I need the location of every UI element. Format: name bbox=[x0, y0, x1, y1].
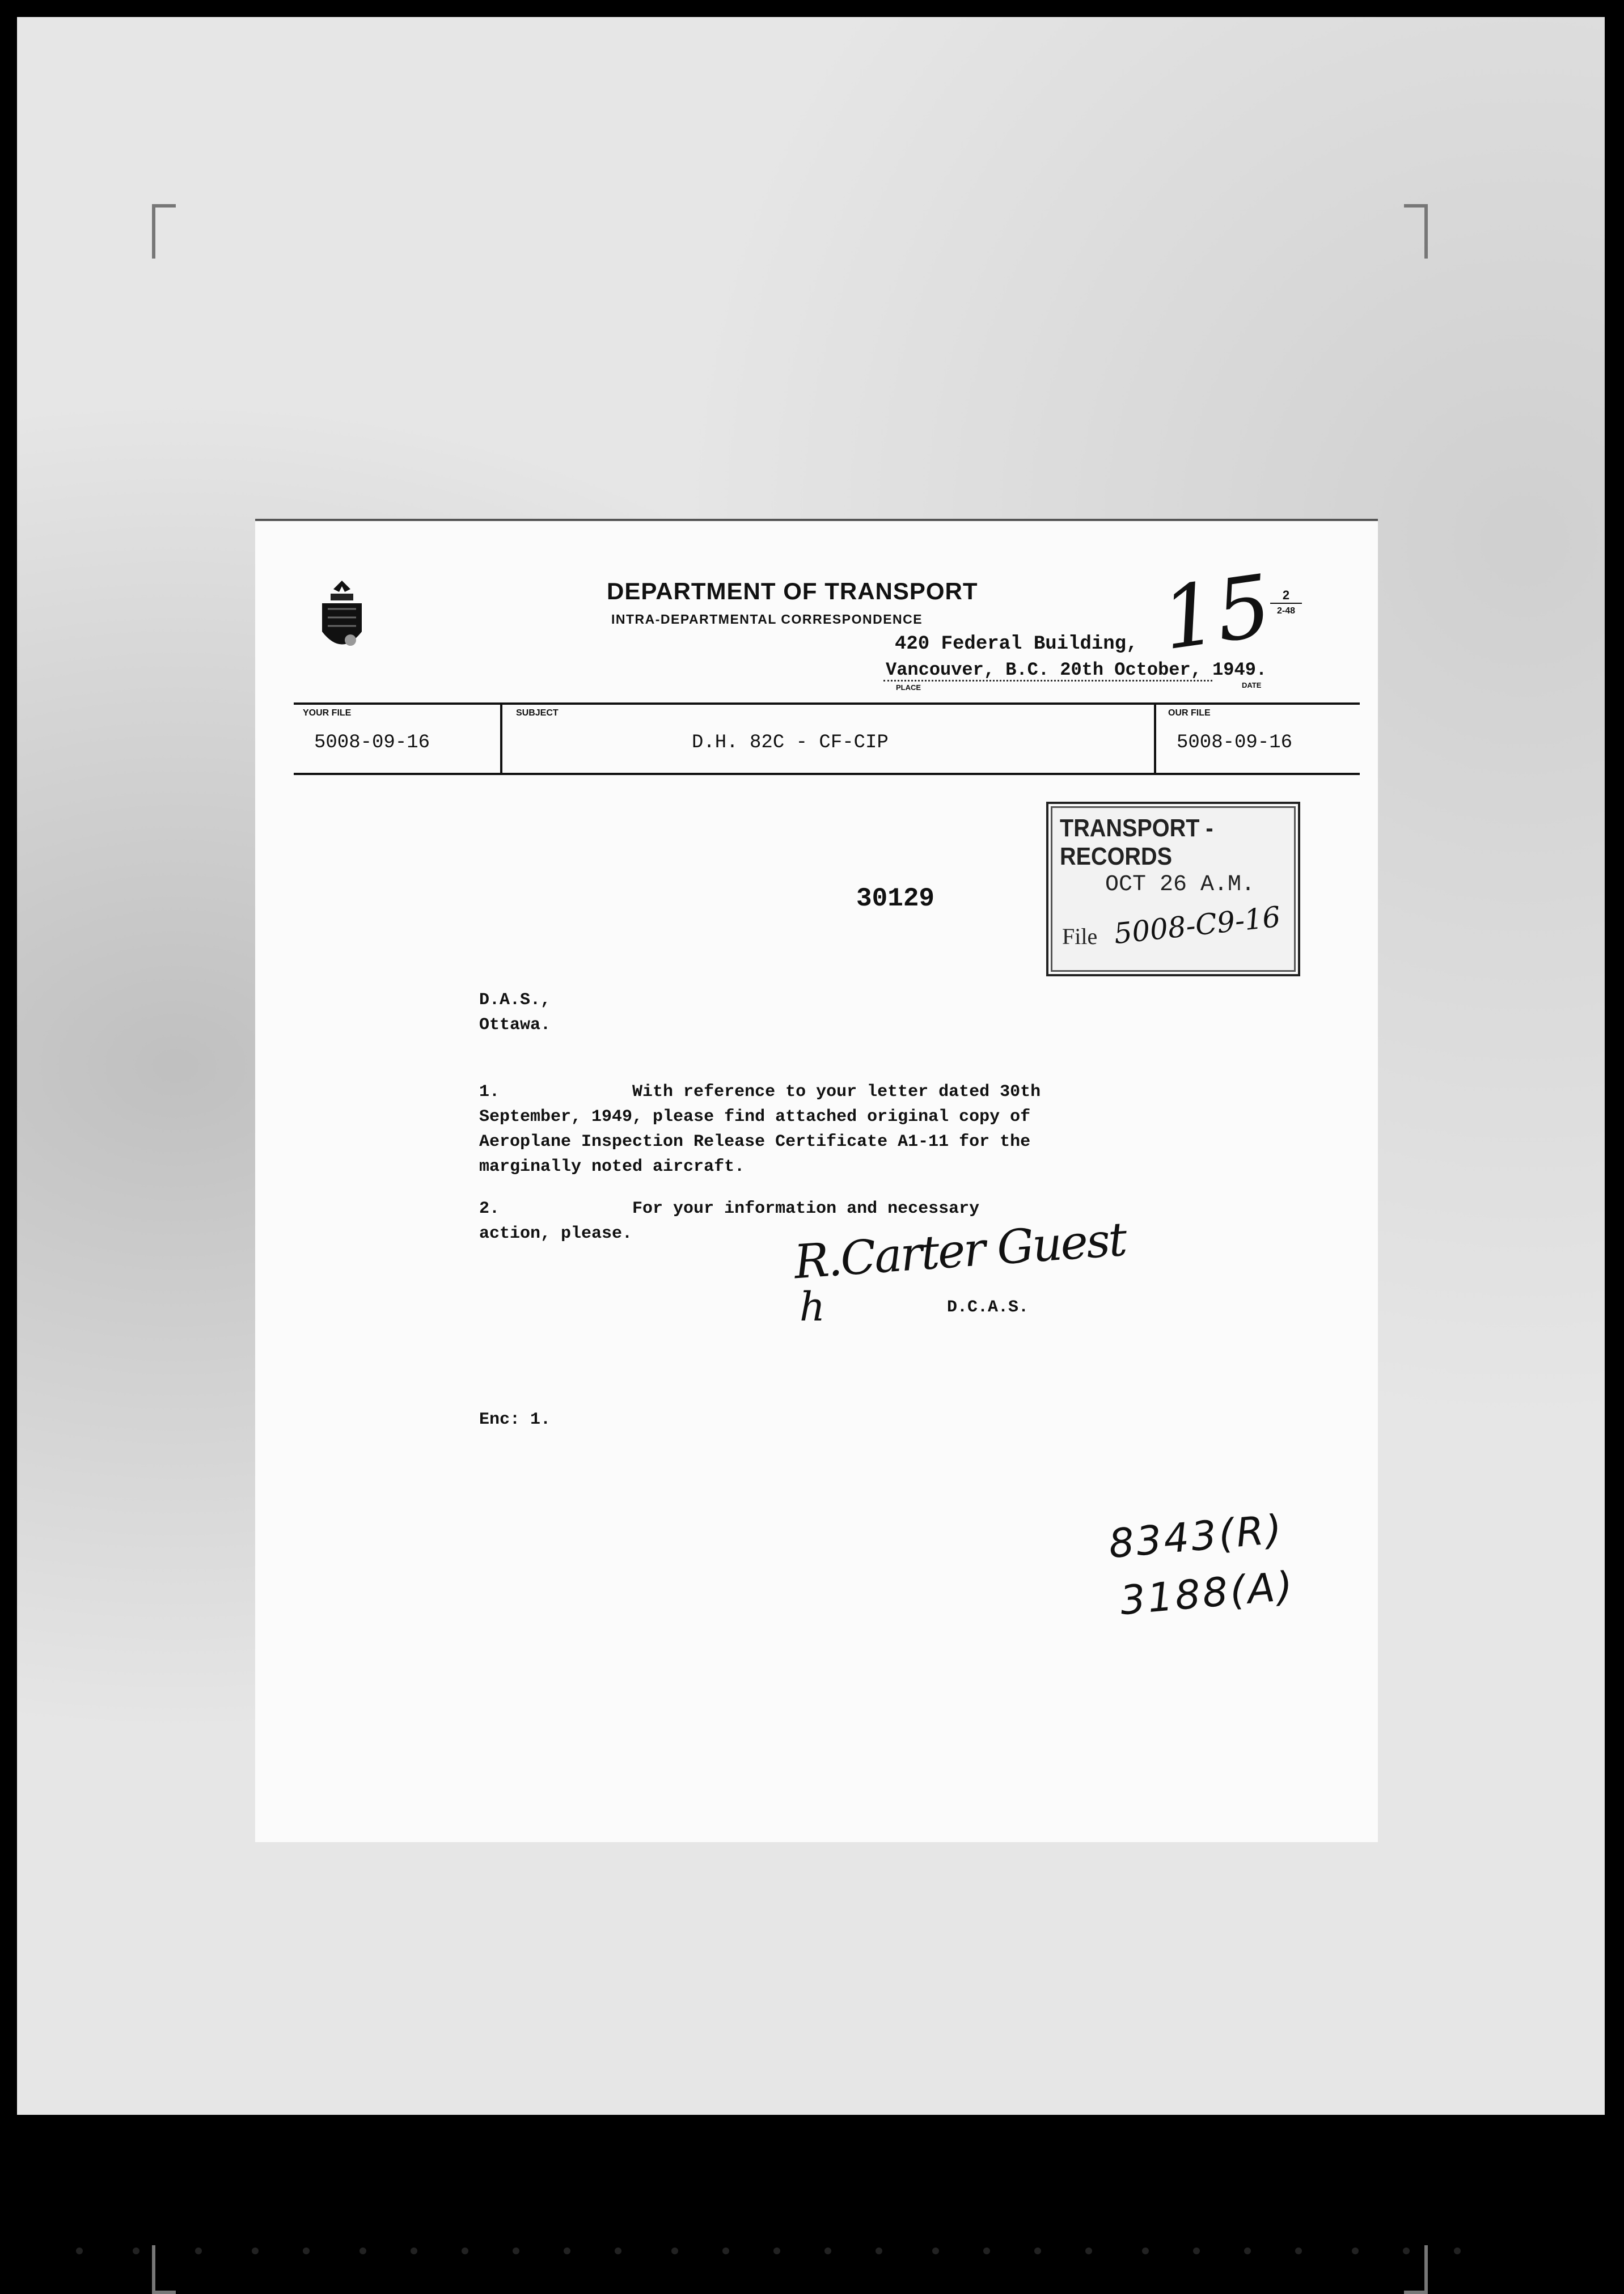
department-title: DEPARTMENT OF TRANSPORT bbox=[607, 578, 978, 604]
place-label: PLACE bbox=[896, 683, 921, 692]
coat-of-arms-icon bbox=[311, 578, 373, 663]
paragraph-1-line-3: Aeroplane Inspection Release Certificate A1-11 for the bbox=[479, 1132, 1031, 1152]
stamp-file-label: File bbox=[1062, 924, 1098, 949]
paragraph-2-line-2: action, please. bbox=[479, 1224, 633, 1243]
recipient-line-2: Ottawa. bbox=[479, 1015, 551, 1035]
stamp-file-handwritten: 5008-C9-16 bbox=[1112, 900, 1282, 951]
form-number-top: 2 bbox=[1270, 588, 1302, 604]
records-stamp bbox=[1046, 802, 1300, 976]
address-dotted-rule bbox=[883, 680, 1212, 682]
enclosure-note: Enc: 1. bbox=[479, 1410, 551, 1429]
signatory-title: D.C.A.S. bbox=[947, 1298, 1029, 1317]
your-file-value: 5008-09-16 bbox=[314, 732, 430, 754]
paragraph-1-line-2: September, 1949, please find attached original copy of bbox=[479, 1107, 1031, 1127]
subject-label: SUBJECT bbox=[516, 708, 559, 718]
address-line-2: Vancouver, B.C. 20th October, 1949. bbox=[886, 659, 1267, 680]
handwritten-signature: R.Carter Guest bbox=[792, 1212, 1127, 1290]
scanned-page bbox=[17, 17, 1605, 2115]
our-file-label: OUR FILE bbox=[1168, 708, 1211, 718]
header-divider-1 bbox=[500, 702, 502, 773]
stamp-date: OCT 26 A.M. bbox=[1105, 872, 1255, 898]
handwritten-note-line-1: 8343(R) bbox=[1107, 1505, 1286, 1568]
date-label: DATE bbox=[1242, 681, 1262, 689]
header-rule-bottom bbox=[294, 773, 1360, 775]
paragraph-1-line-1: 1. With reference to your letter dated 30th bbox=[479, 1082, 1041, 1102]
your-file-label: YOUR FILE bbox=[303, 708, 352, 718]
perforation-dots bbox=[68, 2245, 1486, 2257]
handwritten-note-line-2: 3188(A) bbox=[1118, 1562, 1297, 1624]
reference-number: 30129 bbox=[856, 884, 935, 913]
crop-mark-top-left bbox=[152, 204, 176, 259]
our-file-value: 5008-09-16 bbox=[1177, 732, 1293, 754]
header-rule-top bbox=[294, 702, 1360, 705]
handwritten-initial: h bbox=[800, 1284, 826, 1330]
memo-sheet bbox=[255, 519, 1378, 1842]
crop-mark-top-right bbox=[1404, 204, 1428, 259]
subject-value: D.H. 82C - CF-CIP bbox=[692, 732, 889, 754]
form-number-bottom: 2-48 bbox=[1276, 606, 1296, 616]
paragraph-1-line-4: marginally noted aircraft. bbox=[479, 1157, 745, 1176]
handwritten-number: 15 bbox=[1156, 556, 1278, 670]
recipient-line-1: D.A.S., bbox=[479, 991, 551, 1010]
address-line-1: 420 Federal Building, bbox=[895, 633, 1138, 655]
correspondence-subtitle: INTRA-DEPARTMENTAL CORRESPONDENCE bbox=[611, 612, 923, 627]
paragraph-2-line-1: 2. For your information and necessary bbox=[479, 1199, 980, 1218]
header-divider-2 bbox=[1154, 702, 1156, 773]
stamp-title: TRANSPORT - RECORDS bbox=[1060, 814, 1213, 870]
